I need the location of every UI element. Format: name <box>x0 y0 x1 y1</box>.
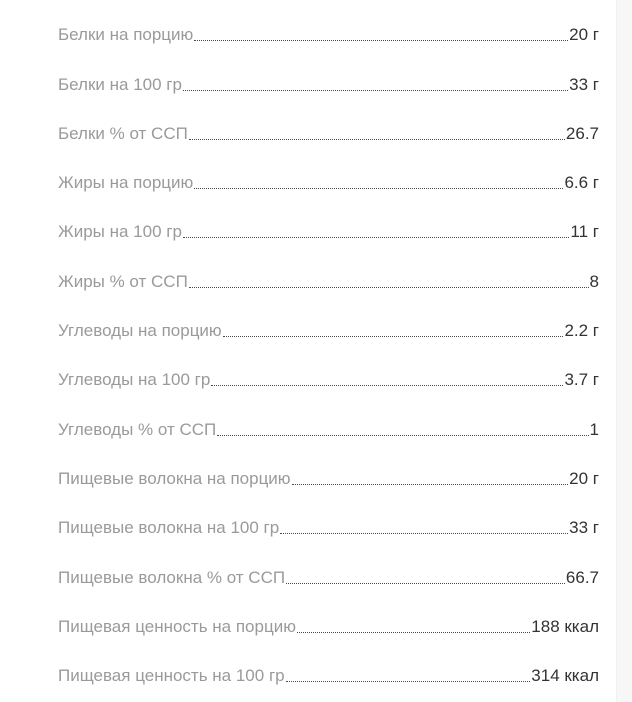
nutrition-row-carbs-100g <box>58 353 599 402</box>
nutrition-row-fat-serving <box>58 156 599 205</box>
nutrition-list <box>58 8 599 698</box>
nutrition-label: Белки % от ССП <box>58 123 188 143</box>
dotted-leader <box>189 139 565 140</box>
dotted-leader <box>194 188 563 189</box>
nutrition-label: Пищевая ценность на порцию <box>58 616 296 636</box>
dotted-leader <box>286 583 565 584</box>
nutrition-label: Белки на 100 гр <box>58 74 182 94</box>
nutrition-label: Белки на порцию <box>58 25 194 45</box>
dotted-leader <box>211 385 563 386</box>
nutrition-value: 6.6 г <box>564 173 599 193</box>
dotted-leader <box>194 40 568 41</box>
nutrition-row-fat-percent <box>58 254 599 303</box>
dotted-leader <box>183 90 568 91</box>
dotted-leader <box>189 287 589 288</box>
nutrition-label: Углеводы на порцию <box>58 321 222 341</box>
nutrition-row-fiber-serving <box>58 452 599 501</box>
nutrition-row-fiber-100g <box>58 501 599 550</box>
nutrition-value: 188 ккал <box>531 616 599 636</box>
nutrition-label: Жиры % от ССП <box>58 271 188 291</box>
nutrition-value: 8 <box>589 271 599 291</box>
nutrition-value: 314 ккал <box>531 666 599 686</box>
nutrition-row-energy-serving <box>58 600 599 649</box>
nutrition-label: Углеводы на 100 гр <box>58 370 211 390</box>
nutrition-label: Жиры на 100 гр <box>58 222 182 242</box>
nutrition-row-carbs-serving <box>58 304 599 353</box>
nutrition-value: 33 г <box>569 74 599 94</box>
dotted-leader <box>286 681 531 682</box>
nutrition-label: Пищевые волокна % от ССП <box>58 567 286 587</box>
nutrition-value: 2.2 г <box>564 321 599 341</box>
nutrition-value: 11 г <box>570 222 599 242</box>
dotted-leader <box>297 632 530 633</box>
nutrition-row-protein-percent <box>58 107 599 156</box>
nutrition-row-protein-100g <box>58 57 599 106</box>
nutrition-value: 33 г <box>569 518 599 538</box>
nutrition-value: 20 г <box>569 468 599 488</box>
nutrition-value: 66.7 <box>565 567 599 587</box>
dotted-leader <box>223 336 564 337</box>
dotted-leader <box>292 484 569 485</box>
dotted-leader <box>217 435 588 436</box>
nutrition-label: Пищевая ценность на 100 гр <box>58 666 285 686</box>
nutrition-label: Пищевые волокна на порцию <box>58 468 291 488</box>
nutrition-label: Пищевые волокна на 100 гр <box>58 518 280 538</box>
nutrition-value: 26.7 <box>565 123 599 143</box>
nutrition-row-energy-100g <box>58 649 599 698</box>
nutrition-row-fiber-percent <box>58 550 599 599</box>
scrollbar-track[interactable] <box>616 0 632 702</box>
nutrition-row-protein-serving <box>58 8 599 57</box>
nutrition-label: Жиры на порцию <box>58 173 194 193</box>
nutrition-label: Углеводы % от ССП <box>58 419 217 439</box>
nutrition-value: 1 <box>589 419 599 439</box>
nutrition-value: 20 г <box>569 25 599 45</box>
dotted-leader <box>183 237 570 238</box>
dotted-leader <box>280 533 568 534</box>
nutrition-row-carbs-percent <box>58 402 599 451</box>
nutrition-value: 3.7 г <box>564 370 599 390</box>
nutrition-row-fat-100g <box>58 205 599 254</box>
